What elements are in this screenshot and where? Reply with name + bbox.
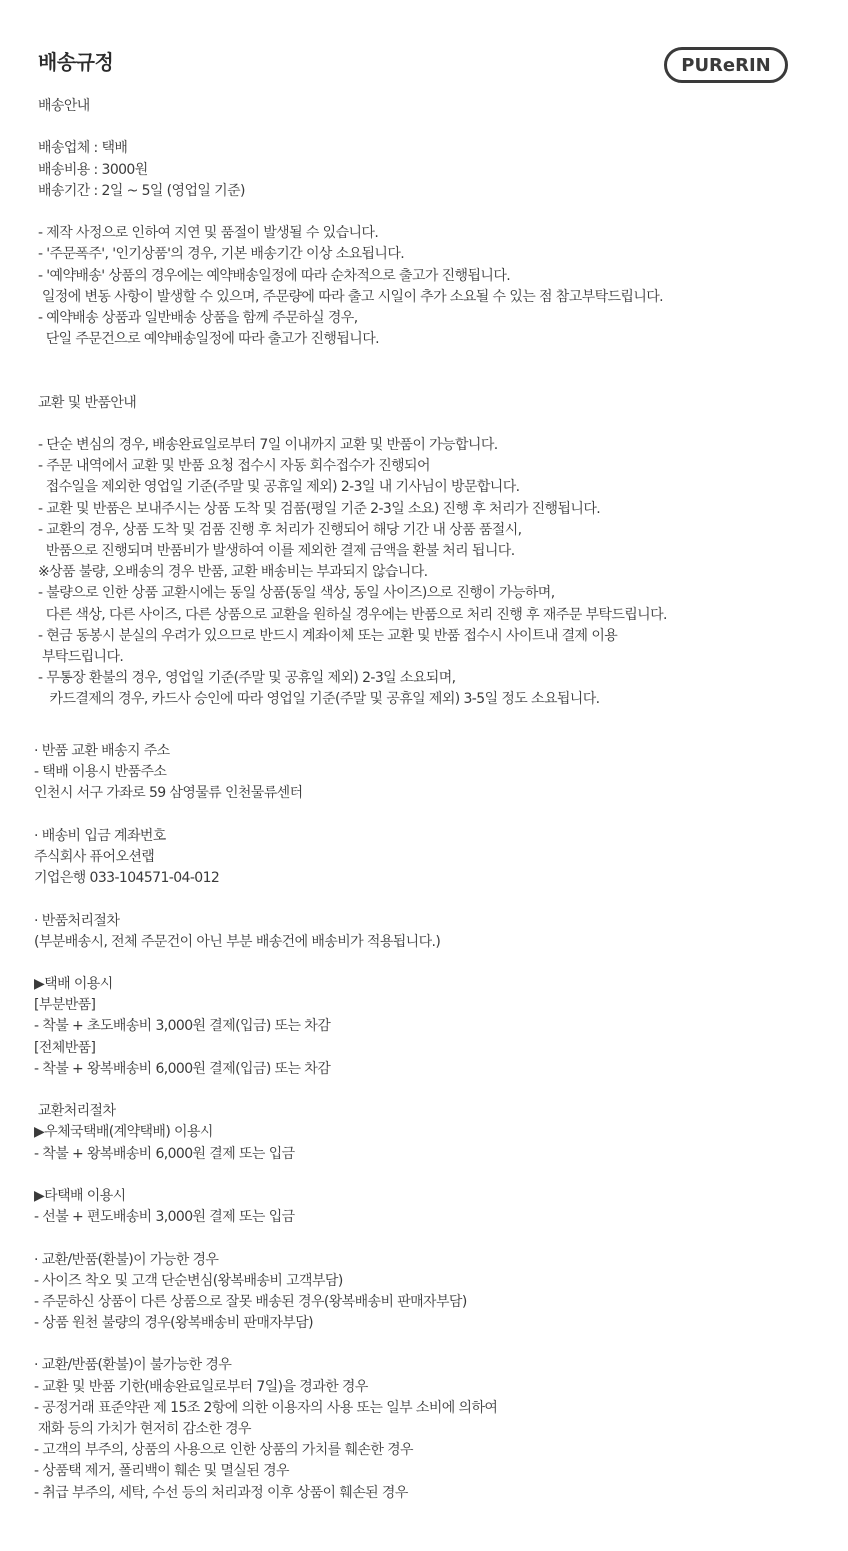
shipping-line: 접수일을 제외한 영업일 기준(주말 및 공휴일 제외) 2-3일 내 기사님이 방문합니다. (38, 479, 520, 496)
return_info-line (34, 1165, 497, 1186)
return_info-line: - 공정거래 표준약관 제 15조 2항에 의한 이용자의 사용 또는 일부 소비에 의하여 (34, 1399, 498, 1416)
shipping-line (38, 202, 667, 223)
return_info-line: · 반품 교환 배송지 주소 (34, 743, 170, 759)
shipping-line: 배송업체 : 택배 (38, 140, 128, 157)
shipping-line: - 현금 동봉시 분실의 우려가 있으므로 반드시 계좌이체 또는 교환 및 반품 접수시 사이트내 결제 이용 (38, 627, 618, 644)
return_info-line: - 착불 + 초도배송비 3,000원 결제(입금) 또는 차감 (34, 1018, 331, 1035)
shipping-line: 단일 주문건으로 예약배송일정에 따라 출고가 진행됩니다. (38, 331, 379, 348)
shipping-line: ※상품 불량, 오배송의 경우 반품, 교환 배송비는 부과되지 않습니다. (38, 564, 428, 581)
shipping-line (38, 414, 667, 435)
shipping-line: - 단순 변심의 경우, 배송완료일로부터 7일 이내까지 교환 및 반품이 가능합니다. (38, 437, 498, 453)
shipping-line: - '주문폭주', '인기상품'의 경우, 기본 배송기간 이상 소요됩니다. (38, 246, 405, 263)
return_info-line: - 교환 및 반품 기한(배송완료일로부터 7일)을 경과한 경우 (34, 1378, 368, 1395)
return_info-line: · 배송비 입금 계좌번호 (34, 827, 166, 844)
return_info-line: [부분반품] (34, 997, 96, 1014)
return_info-line: - 택배 이용시 반품주소 (34, 764, 167, 781)
return_info-line (34, 1080, 497, 1101)
return_info-line: ▶택배 이용시 (34, 976, 113, 993)
shipping-line: - '예약배송' 상품의 경우에는 예약배송일정에 따라 순차적으로 출고가 진행됩니다. (38, 267, 511, 284)
return_info-line: - 상품 원천 불량의 경우(왕복배송비 판매자부담) (34, 1315, 313, 1332)
return_info-line: - 취급 부주의, 세탁, 수선 등의 처리과정 이후 상품이 훼손된 경우 (34, 1484, 408, 1501)
shipping-line: - 예약배송 상품과 일반배송 상품을 함께 주문하실 경우, (38, 309, 358, 326)
return_info-line: ▶우체국택배(계약택배) 이용시 (34, 1124, 213, 1141)
return_info-line: (부분배송시, 전체 주문건이 아닌 부분 배송건에 배송비가 적용됩니다.) (34, 933, 441, 950)
return_info-line: - 상품택 제거, 폴리백이 훼손 및 멸실된 경우 (34, 1463, 289, 1480)
return_info-line: ▶타택배 이용시 (34, 1187, 126, 1204)
shipping-line: 배송비용 : 3000원 (38, 161, 148, 178)
shipping-line: - 불량으로 인한 상품 교환시에는 동일 상품(동일 색상, 동일 사이즈)으로 진행이 가능하며, (38, 585, 555, 602)
return_info-line: 재화 등의 가치가 현저히 감소한 경우 (34, 1421, 251, 1437)
shipping-line: 부탁드립니다. (38, 648, 124, 665)
return_info-line (34, 1334, 497, 1355)
shipping-line: 배송안내 (38, 98, 90, 114)
return_info-line: - 착불 + 왕복배송비 6,000원 결제 또는 입금 (34, 1145, 295, 1162)
return_info-line (34, 1228, 497, 1249)
shipping-line: 다른 색상, 다른 사이즈, 다른 상품으로 교환을 원하실 경우에는 반품으로 처리 진행 후 재주문 부탁드립니다. (38, 606, 667, 623)
return_info-line: - 선불 + 편도배송비 3,000원 결제 또는 입금 (34, 1209, 295, 1226)
return_info-line: 교환처리절차 (34, 1103, 116, 1120)
shipping-policy-section (38, 96, 667, 710)
return_info-line: - 고객의 부주의, 상품의 사용으로 인한 상품의 가치를 훼손한 경우 (34, 1442, 413, 1459)
shipping-line: 카드결제의 경우, 카드사 승인에 따라 영업일 기준(주말 및 공휴일 제외) 3-5일 정도 소요됩니다. (38, 691, 600, 708)
return_info-line: - 사이즈 착오 및 고객 단순변심(왕복배송비 고객부담) (34, 1272, 343, 1289)
shipping-line: - 제작 사정으로 인하여 지연 및 품절이 발생될 수 있습니다. (38, 225, 379, 242)
return_info-line: · 교환/반품(환불)이 가능한 경우 (34, 1251, 219, 1268)
shipping-line: 교환 및 반품안내 (38, 394, 137, 411)
shipping-line (38, 350, 667, 371)
shipping-line: - 무통장 환불의 경우, 영업일 기준(주말 및 공휴일 제외) 2-3일 소요되며, (38, 670, 456, 687)
return_info-line (34, 805, 497, 826)
page-title: 배송규정 (38, 50, 114, 74)
return-info-section (34, 741, 497, 1504)
shipping-line (38, 371, 667, 392)
return_info-line (34, 953, 497, 974)
return_info-line (34, 889, 497, 910)
return_info-line: 인천시 서구 가좌로 59 삼영물류 인천물류센터 (34, 785, 303, 802)
return_info-line: · 교환/반품(환불)이 불가능한 경우 (34, 1357, 232, 1374)
return_info-line: · 반품처리절차 (34, 912, 120, 929)
shipping-line: 배송기간 : 2일 ~ 5일 (영업일 기준) (38, 182, 245, 199)
shipping-line: - 주문 내역에서 교환 및 반품 요청 접수시 자동 회수접수가 진행되어 (38, 458, 430, 475)
shipping-line: 반품으로 진행되며 반품비가 발생하여 이를 제외한 결제 금액을 환불 처리 됩니다. (38, 542, 515, 559)
return_info-line: 주식회사 퓨어오션랩 (34, 848, 155, 865)
return_info-line: - 주문하신 상품이 다른 상품으로 잘못 배송된 경우(왕복배송비 판매자부담) (34, 1293, 467, 1310)
shipping-line (38, 117, 667, 138)
shipping-line: - 교환 및 반품은 보내주시는 상품 도착 및 검품(평일 기준 2-3일 소요) 진행 후 처리가 진행됩니다. (38, 500, 601, 517)
shipping-line: 일정에 변동 사항이 발생할 수 있으며, 주문량에 따라 출고 시일이 추가 소요될 수 있는 점 참고부탁드립니다. (38, 288, 664, 305)
return_info-line: 기업은행 033-104571-04-012 (34, 870, 220, 887)
return_info-line: - 착불 + 왕복배송비 6,000원 결제(입금) 또는 차감 (34, 1060, 331, 1077)
return_info-line: [전체반품] (34, 1039, 96, 1056)
shipping-line: - 교환의 경우, 상품 도착 및 검품 진행 후 처리가 진행되어 해당 기간 내 상품 품절시, (38, 521, 522, 538)
brand-logo: PUReRIN (664, 47, 788, 83)
